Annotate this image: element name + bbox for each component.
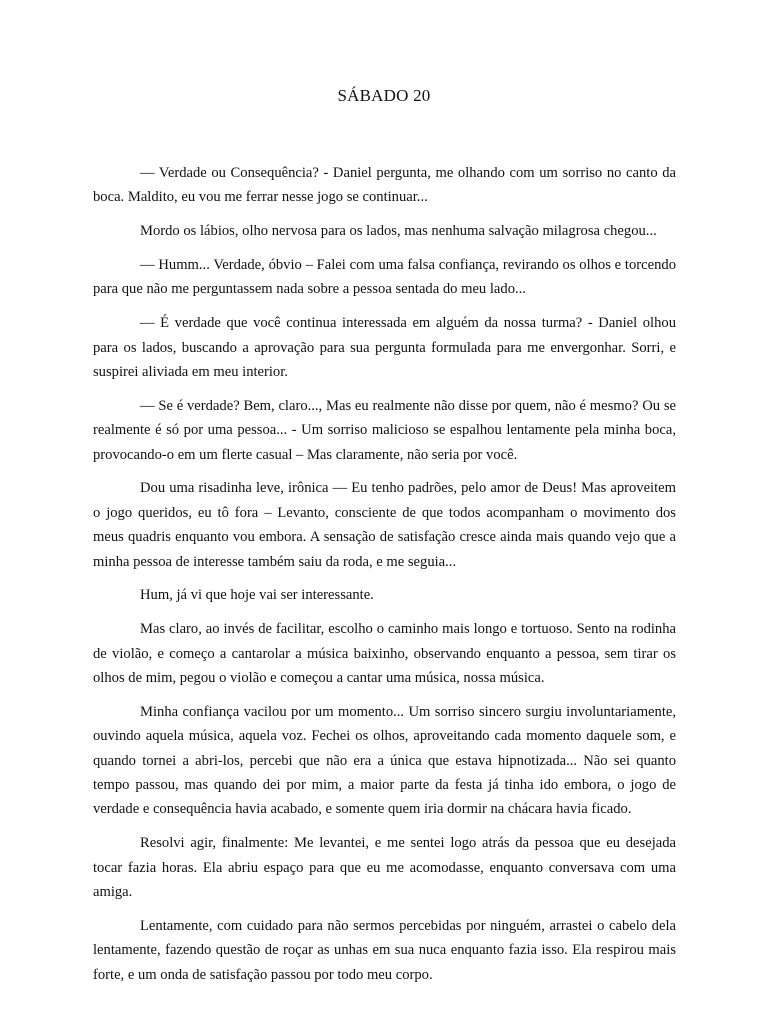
paragraph: Hum, já vi que hoje vai ser interessante. xyxy=(140,587,374,604)
paragraph: Minha confiança vacilou por um momento... Um sorriso sincero surgiu involuntariamente, ouvindo aquela música, aquela voz. Fechei os olhos, aproveitando cada momento daquele som, e quando tornei a abri-los, percebi que não era a única que estava hipnotizada... Não sei quanto tempo passou, mas quando dei por mim, a maior parte da festa já tinha ido embora, o jogo de verdade e consequência havia acabado, e somente quem iria dormir na chácara havia ficado. xyxy=(93,703,676,818)
paragraph: — Humm... Verdade, óbvio – Falei com uma falsa confiança, revirando os olhos e torcendo para que não me perguntassem nada sobre a pessoa sentada do meu lado... xyxy=(93,257,676,298)
paragraph: Mordo os lábios, olho nervosa para os lados, mas nenhuma salvação milagrosa chegou... xyxy=(140,223,657,240)
paragraph: Dou uma risadinha leve, irônica — Eu tenho padrões, pelo amor de Deus! Mas aproveitem o jogo queridos, eu tô fora – Levanto, consciente de que todos acompanham o movimento dos meus quadris enquanto vou embora. A sensação de satisfação cresce ainda mais quando vejo que a minha pessoa de interesse também saiu da roda, e me seguia... xyxy=(93,480,676,570)
paragraph: — É verdade que você continua interessada em alguém da nossa turma? - Daniel olhou para os lados, buscando a aprovação para sua pergunta formulada para me envergonhar. Sorri, e suspirei aliviada em meu interior. xyxy=(93,315,676,381)
chapter-title: SÁBADO 20 xyxy=(337,86,431,105)
paragraph: — Se é verdade? Bem, claro..., Mas eu realmente não disse por quem, não é mesmo? Ou se realmente é só por uma pessoa... - Um sorriso malicioso se espalhou lentamente pela minha boca, provocando-o em um flerte casual – Mas claramente, não seria por você. xyxy=(93,397,676,463)
chapter-body xyxy=(93,161,676,996)
paragraph: Resolvi agir, finalmente: Me levantei, e me sentei logo atrás da pessoa que eu desejada tocar fazia horas. Ela abriu espaço para que eu me acomodasse, enquanto conversava com uma amiga. xyxy=(93,835,676,901)
paragraph: Lentamente, com cuidado para não sermos percebidas por ninguém, arrastei o cabelo dela lentamente, fazendo questão de roçar as unhas em sua nuca enquanto fazia isso. Ela respirou mais forte, e um onda de satisfação passou por todo meu corpo. xyxy=(93,917,676,983)
paragraph: — Verdade ou Consequência? - Daniel pergunta, me olhando com um sorriso no canto da boca. Maldito, eu vou me ferrar nesse jogo se continuar... xyxy=(93,165,676,206)
paragraph: Mas claro, ao invés de facilitar, escolho o caminho mais longo e tortuoso. Sento na rodinha de violão, e começo a cantarolar a música baixinho, observando enquanto a pessoa, sem tirar os olhos de mim, pegou o violão e começou a cantar uma música, nossa música. xyxy=(93,621,676,687)
